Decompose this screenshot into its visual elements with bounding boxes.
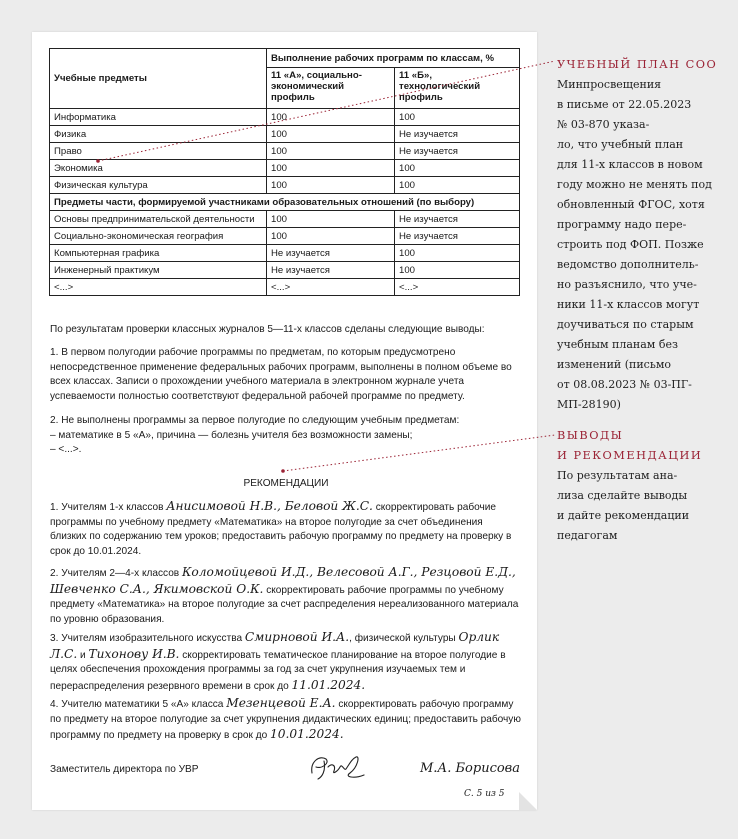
- value-cell: <...>: [267, 279, 395, 296]
- recommendation-1: [50, 499, 522, 559]
- signer-role: Заместитель директора по УВР: [50, 764, 199, 775]
- table-row: [50, 211, 520, 228]
- table-row: [50, 262, 520, 279]
- value-cell: 100: [395, 160, 520, 177]
- subject-cell: Основы предпринимательской деятельности: [50, 211, 267, 228]
- value-cell: 100: [395, 262, 520, 279]
- note-line: ники 11-х классов могут: [557, 298, 700, 311]
- teacher-name: Мезенцевой Е.А.: [226, 696, 336, 710]
- value-cell: 100: [267, 109, 395, 126]
- teacher-name: Смирновой И.А.: [244, 630, 350, 644]
- note-line: но разъяснило, что уче-: [557, 278, 697, 291]
- recommendation-paragraph: [50, 696, 522, 744]
- deadline-date: 10.01.2024.: [270, 727, 344, 742]
- recommendation-3: [50, 630, 522, 694]
- value-cell: 100: [395, 177, 520, 194]
- value-cell: Не изучается: [267, 262, 395, 279]
- value-cell: 100: [267, 160, 395, 177]
- value-cell: Не изучается: [395, 143, 520, 160]
- note-title: И РЕКОМЕНДАЦИИ: [557, 449, 703, 462]
- page-number: С. 5 из 5: [464, 789, 505, 799]
- subject-cell: Физическая культура: [50, 177, 267, 194]
- sidebar-note-conclusions: [557, 426, 732, 546]
- subject-cell: Инженерный практикум: [50, 262, 267, 279]
- text-span: , физической культуры: [349, 633, 459, 644]
- text-span: скорректировать рабочие программы по учебному предмету «Математика» на второе полугодие за счет объединения близких по содержанию тем уроков; предоставить рабочую программу по предмету на проверку в срок до 10.01.2024.: [50, 502, 512, 557]
- note-line: № 03-870 указа-: [557, 118, 650, 131]
- note-line: ведомство дополнитель-: [557, 258, 699, 271]
- note-line: МП-28190): [557, 398, 621, 411]
- conclusion-paragraph: 2. Не выполнены программы за первое полугодие по следующим учебным предметам:: [50, 415, 460, 426]
- value-cell: 100: [267, 211, 395, 228]
- note-line: строить под ФОП. Позже: [557, 238, 704, 251]
- text-span: 1. Учителям 1-х классов: [50, 502, 167, 513]
- conclusion-2: [50, 414, 522, 458]
- table-row: [50, 109, 520, 126]
- recommendations-heading: [50, 477, 522, 492]
- text-span: 2. Учителям 2—4-х классов: [50, 568, 182, 579]
- teacher-names: Коломойцевой И.Д., Велесовой А.Г., Резцовой Е.Д., Шевченко С.А., Якимовской О.К.: [50, 565, 516, 596]
- value-cell: <...>: [395, 279, 520, 296]
- note-line: изменений (письмо: [557, 358, 672, 371]
- subject-cell: Физика: [50, 126, 267, 143]
- note-line: и дайте рекомендации: [557, 509, 690, 522]
- value-cell: 100: [267, 228, 395, 245]
- note-line: По результатам ана-: [557, 469, 678, 482]
- value-cell: Не изучается: [395, 126, 520, 143]
- note-line: программу надо пере-: [557, 218, 687, 231]
- subject-cell: Социально-экономическая география: [50, 228, 267, 245]
- recommendation-paragraph: [50, 630, 522, 694]
- page-corner-fold: [519, 792, 537, 810]
- table-row: [50, 177, 520, 194]
- recommendation-2: [50, 565, 522, 627]
- sidebar-note-curriculum: [557, 55, 732, 415]
- table-row: [50, 126, 520, 143]
- table-row: [50, 143, 520, 160]
- value-cell: 100: [395, 245, 520, 262]
- text-span: скорректировать рабочие программы по учебному предмету «Математика» на второе полугодие за счет распределения нереализованного материала по уровню образования.: [50, 584, 519, 625]
- value-cell: Не изучается: [267, 245, 395, 262]
- note-line: для 11-х классов в новом: [557, 158, 703, 171]
- recommendation-paragraph: [50, 499, 522, 559]
- subject-cell: Информатика: [50, 109, 267, 126]
- value-cell: Не изучается: [395, 228, 520, 245]
- subject-cell: <...>: [50, 279, 267, 296]
- text-span: скорректировать рабочую программу по предмету на второе полугодие за счет укрупнения дидактических единиц; предоставить рабочую программу по предмету на проверку в срок до: [50, 699, 521, 742]
- note-line: в письме от 22.05.2023: [557, 98, 692, 111]
- note-line: Минпросвещения: [557, 78, 662, 91]
- note-line: педагогам: [557, 529, 618, 542]
- class-11b-header: 11 «Б», технологический профиль: [395, 68, 520, 109]
- list-item: – математике в 5 «А», причина — болезнь учителя без возможности замены;: [50, 429, 413, 441]
- note-title: ВЫВОДЫ: [557, 429, 624, 442]
- conclusions-intro: [50, 323, 522, 338]
- list-item: – <...>.: [50, 444, 82, 456]
- value-cell: Не изучается: [395, 211, 520, 228]
- note-line: доучиваться по старым: [557, 318, 694, 331]
- value-cell: 100: [395, 109, 520, 126]
- conclusion-paragraph: 1. В первом полугодии рабочие программы по предметам, по которым предусмотрено непосредственное применение федеральных рабочих программ, выполнены в полном объеме во всех классах. Записи о прохождении учебного материала в электронном журнале учета успеваемости полностью соответствуют федеральной рабочей программе по предмету.: [50, 347, 512, 402]
- teacher-name: Тихонову И.В.: [88, 646, 180, 661]
- note-line: ло, что учебный план: [557, 138, 684, 151]
- elective-section-label: Предметы части, формируемой участниками образовательных отношений (по выбору): [50, 194, 520, 211]
- note-line: обновленный ФГОС, хотя: [557, 198, 705, 211]
- recommendation-4: [50, 696, 522, 744]
- section-title: РЕКОМЕНДАЦИИ: [243, 478, 329, 489]
- subject-cell: Экономика: [50, 160, 267, 177]
- teacher-name: Орлик Л.С.: [50, 630, 500, 661]
- text-span: 3. Учителям изобразительного искусства: [50, 633, 245, 644]
- note-line: от 08.08.2023 № 03-ПГ-: [557, 378, 692, 391]
- subject-cell: Компьютерная графика: [50, 245, 267, 262]
- note-title: УЧЕБНЫЙ ПЛАН СОО: [557, 58, 718, 71]
- note-line: лиза сделайте выводы: [557, 489, 688, 502]
- subjects-header: Учебные предметы: [50, 49, 267, 109]
- text-span: 4. Учителю математики 5 «А» класса: [50, 699, 227, 710]
- note-line: году можно не менять под: [557, 178, 712, 191]
- text-span: и: [77, 649, 89, 661]
- conclusion-1: [50, 346, 522, 404]
- value-cell: 100: [267, 126, 395, 143]
- class-11a-header: 11 «А», социально-экономический профиль: [267, 68, 395, 109]
- teacher-names: Анисимовой Н.В., Беловой Ж.С.: [166, 499, 373, 513]
- signer-name: М.А. Борисова: [419, 761, 520, 776]
- text-span: скорректировать тематическое планирование на второе полугодие в целях обеспечения прохождения программы за год за счет укрупнения изучаемых тем и перераспределения резервного времени в срок до: [50, 649, 506, 692]
- note-line: учебным планам без: [557, 338, 678, 351]
- table-row: [50, 228, 520, 245]
- curriculum-table: [49, 48, 520, 296]
- value-cell: 100: [267, 143, 395, 160]
- intro-paragraph: По результатам проверки классных журналов 5—11-х классов сделаны следующие выводы:: [50, 324, 485, 335]
- value-cell: 100: [267, 177, 395, 194]
- signature-row: [50, 757, 522, 787]
- table-row: [50, 160, 520, 177]
- subject-cell: Право: [50, 143, 267, 160]
- table-row: [50, 245, 520, 262]
- deadline-date: 11.01.2024.: [291, 677, 366, 692]
- completion-header: Выполнение рабочих программ по классам, %: [267, 49, 520, 68]
- handwritten-signature: [306, 749, 368, 783]
- recommendation-paragraph: [50, 565, 522, 627]
- table-row: [50, 279, 520, 296]
- table-section-row: [50, 194, 520, 211]
